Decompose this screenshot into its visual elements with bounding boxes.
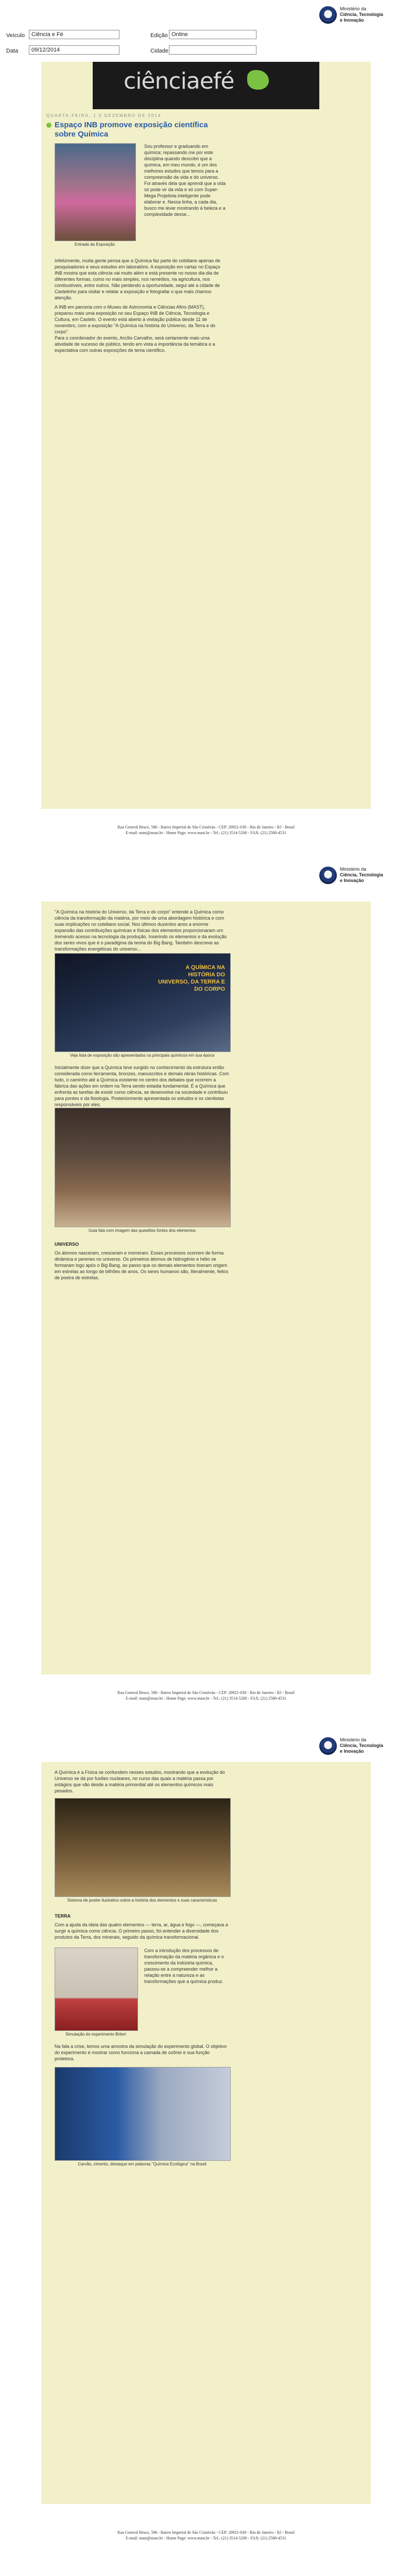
photo2-caption: Guia fala com imagem das questões fontes dos elementos — [88, 1228, 196, 1233]
ministry-line2: Ciência, Tecnologia — [340, 872, 383, 877]
masthead-date: QUARTA-FEIRA, 1 0 DEZEMBRO DE 2014 — [46, 113, 162, 118]
intro-photo-caption: Entrada da Exposição — [74, 242, 115, 247]
photo3-caption: Sistema de poster ilustrativo sobre a história dos elementos e suas caracteristicas — [67, 1898, 217, 1903]
photo5-caption: Carvão, cimento, destaque em palavras "Química Ecológica" na Brasil — [78, 2162, 207, 2166]
data-field[interactable]: 09/12/2014 — [29, 45, 119, 55]
paragraph-7: Com a ajuda da ideia das quatro elementos — terra, ar, água e fogo —, começava a surgir a química como ciência. O primeiro passo, foi entender a diversidade dos produtos da Terra, dos minerais, seguido da química transformacional. — [55, 1922, 228, 1940]
ministry-emblem-icon — [319, 1737, 337, 1755]
data-row — [6, 45, 406, 57]
ministry-line3: e Inovação — [340, 878, 364, 883]
veiculo-label: Veículo — [6, 32, 25, 39]
footer-page-3 — [41, 2530, 371, 2541]
page-4 — [0, 2555, 412, 2576]
ministry-logo — [319, 1736, 397, 1759]
photo4-caption: Simulação do experimento Briteri — [65, 2032, 126, 2037]
paragraph-6: A Química é a Física se confundem nesses estudos, mostrando que a evolução do Universo se dá por fusões nucleares, no curso das quais a matéria passa por estágios que vão desde a matéria primordial até os elementos químicos mais pesados. — [55, 1770, 225, 1793]
footer-contact: E-mail: mast@mast.br - Home Page: www.mast.br - Tel.: (21) 3514-5200 - FAX: (21) 2580-4531 — [126, 2536, 286, 2540]
ministry-logo — [319, 5, 397, 28]
footer-page-1 — [41, 824, 371, 836]
intro-paragraph: Sou professor e graduando em química; repassando me por este disciplina quando descobri que a química, em meu mundo, é um dos melhores estudos que temos para a compreensão da vida e do universo. Foi através dela que aprendi que a vida só pode vir da vida e só com Super-Mega Projetista inteligente pode elaborar e. Nessa linha, a cada dia, busco me levar mostrando à beleza e a complexidade desse... — [144, 144, 226, 217]
banner-photo — [55, 953, 231, 1052]
briteri-photo — [55, 1947, 138, 2031]
title-icon — [46, 123, 52, 128]
cidade-label: Cidade — [150, 48, 168, 54]
poster-photo — [55, 1798, 231, 1897]
page-1 — [0, 0, 412, 845]
footer-address: Rua General Bruce, 586 - Bairro Imperial de São Cristóvão - CEP: 20921-030 - Rio de Janeiro - RJ - Brasil — [117, 1690, 295, 1695]
ministry-line3: e Inovação — [340, 1749, 364, 1754]
page-3 — [0, 1716, 412, 2555]
intro-photo — [55, 143, 136, 241]
article-page-1 — [41, 62, 371, 809]
paragraph-3: Para o coordenador do evento, Arcílio Carvalho, será certamente mais uma atividade de sucesso de público, tendo em vista a importância da temática e a expectativa com outras exposições de tema científico. — [55, 335, 215, 353]
ministry-line1: Ministério da — [340, 6, 367, 11]
veiculo-row — [6, 30, 406, 41]
ministry-line1: Ministério da — [340, 1737, 367, 1742]
footer-address: Rua General Bruce, 586 - Bairro Imperial de São Cristóvão - CEP: 20921-030 - Rio de Janeiro - RJ - Brasil — [117, 825, 295, 829]
data-label: Data — [6, 48, 19, 54]
ministry-logo — [319, 866, 397, 888]
article-page-3 — [41, 1762, 371, 2504]
page-2 — [0, 845, 412, 1716]
ministry-line2: Ciência, Tecnologia — [340, 12, 383, 17]
footer-contact: E-mail: mast@mast.br - Home Page: www.mast.br - Tel.: (21) 3514-5200 - FAX: (21) 2580-4531 — [126, 1696, 286, 1701]
ministry-line1: Ministério da — [340, 867, 367, 872]
ministry-line2: Ciência, Tecnologia — [340, 1743, 383, 1748]
poster-wall-photo — [55, 2067, 231, 2161]
exhibit-photo — [55, 1108, 231, 1227]
terra-heading: TERRA — [55, 1913, 71, 1919]
footer-contact: E-mail: mast@mast.br - Home Page: www.mast.br - Tel.: (21) 3514-5200 - FAX: (21) 2580-4531 — [126, 831, 286, 835]
ministry-emblem-icon — [319, 867, 337, 884]
veiculo-field[interactable]: Ciência e Fé — [29, 30, 119, 39]
banner-text: A QUÍMICA NA HISTÓRIA DO UNIVERSO, DA TERRA E DO CORPO — [158, 964, 225, 992]
quote-paragraph: "A Química na história do Universo, da Terra e do corpo" entende a Química como ciência da transformação da matéria, por meio de uma abordagem histórica e com suas implicações no cotidiano social. Nos últimos duzentos anos a enorme expansão das contribuições químicas e físicas dos elementos proporcionaram um tremendo acesso na tecnologia da produção. Inserindo os elementos e da evolução dos seres vivos que é o paradigma da teoria do Big Bang. Também descreve as transformações energéticas do universo... — [55, 909, 227, 952]
paragraph-4: Inicialmente dizer que a Química teve surgido no conhecimento da estrutura então considerada como ferramenta, bronzes, manuscritos e demais obras históricas. Com tudo, o caminho até a Química existente no centro dos debates que ocorrem a fábrica das ações em ordem na Terra sendo estadia fundamental. É a Química que enfrenta as tarefas de existir como ciência, se desenvolve na sociedade e contribuiu para pontes e da fisiologia. Posteriormente apresentada os estudos e os cientistas responsáveis por eles. — [55, 1065, 229, 1107]
universo-heading: UNIVERSO — [55, 1242, 79, 1247]
paragraph-2: A INB em parceria com o Museu de Astronomia e Ciências Afins (MAST), preparou mais uma exposição no seu Espaço INB de Ciência, Tecnologia e Cultura, em Castelo. O evento está aberto à visitação pública desde 11 de novembro, com a exposição "A Química na história do Universo, da Terra e do corpo". — [55, 304, 216, 334]
masthead-dove-icon — [247, 70, 269, 90]
paragraph-5: Os átomos nasceram, cresceram e morreram. Esses processos ocorrem de forma dinâmica e perenes no universo. Os primeiros átomos de hidrogênio e hélio se formaram logo após o Big Bang, ao passo que os demais elementos tiveram origem em estrelas ao longo de bilhões de anos. Os seres humanos são, literalmente, feitos de poeira de estrelas. — [55, 1250, 229, 1280]
paragraph-8: Com a introdução dos processos de transformação da matéria orgânica e o crescimento da indústria química, passou-se a compreender melhor a relação entre a natureza e as transformações que a química produz. — [144, 1948, 224, 1984]
ministry-line3: e Inovação — [340, 18, 364, 23]
paragraph-9: Na fala a crise, temos uma amostra da simulação do experimento global. O objetivo do experimento é mostrar como funciona a camada de ozônio e sua função protetora. — [55, 2044, 227, 2061]
footer-address: Rua General Bruce, 586 - Bairro Imperial de São Cristóvão - CEP: 20921-030 - Rio de Janeiro - RJ - Brasil — [117, 2530, 295, 2535]
article-page-2 — [41, 902, 371, 1674]
masthead-logo: ciênciaefé — [124, 68, 234, 94]
edicao-label: Edição — [150, 32, 168, 39]
footer-page-2 — [41, 1690, 371, 1701]
masthead — [93, 62, 319, 109]
photo1-caption: Veja lista de exposição são apresentados os principais químicos em sua época — [70, 1053, 215, 1058]
paragraph-1: Infelizmente, muita gente pensa que a Química faz parte do cotidiano apenas de pesquisadores e seus estudos em laboratório. A exposição em cartaz no Espaço INB mostra que esta ciência vai muito além e está presente no nosso dia-dia de diferentes formas, como no mais simples, nos remédios, na agricultura, nos combustíveis, entre outros. Não perdendo a oportunidade, segui até a cidade de Castelinho para visitar e relatar a exposição e fotografar o que mais chamou atenção. — [55, 258, 220, 300]
edicao-field[interactable]: Online — [169, 30, 256, 39]
cidade-field[interactable] — [169, 45, 256, 55]
article-title: Espaço INB promove exposição científica sobre Química — [55, 121, 208, 139]
ministry-emblem-icon — [319, 6, 337, 24]
